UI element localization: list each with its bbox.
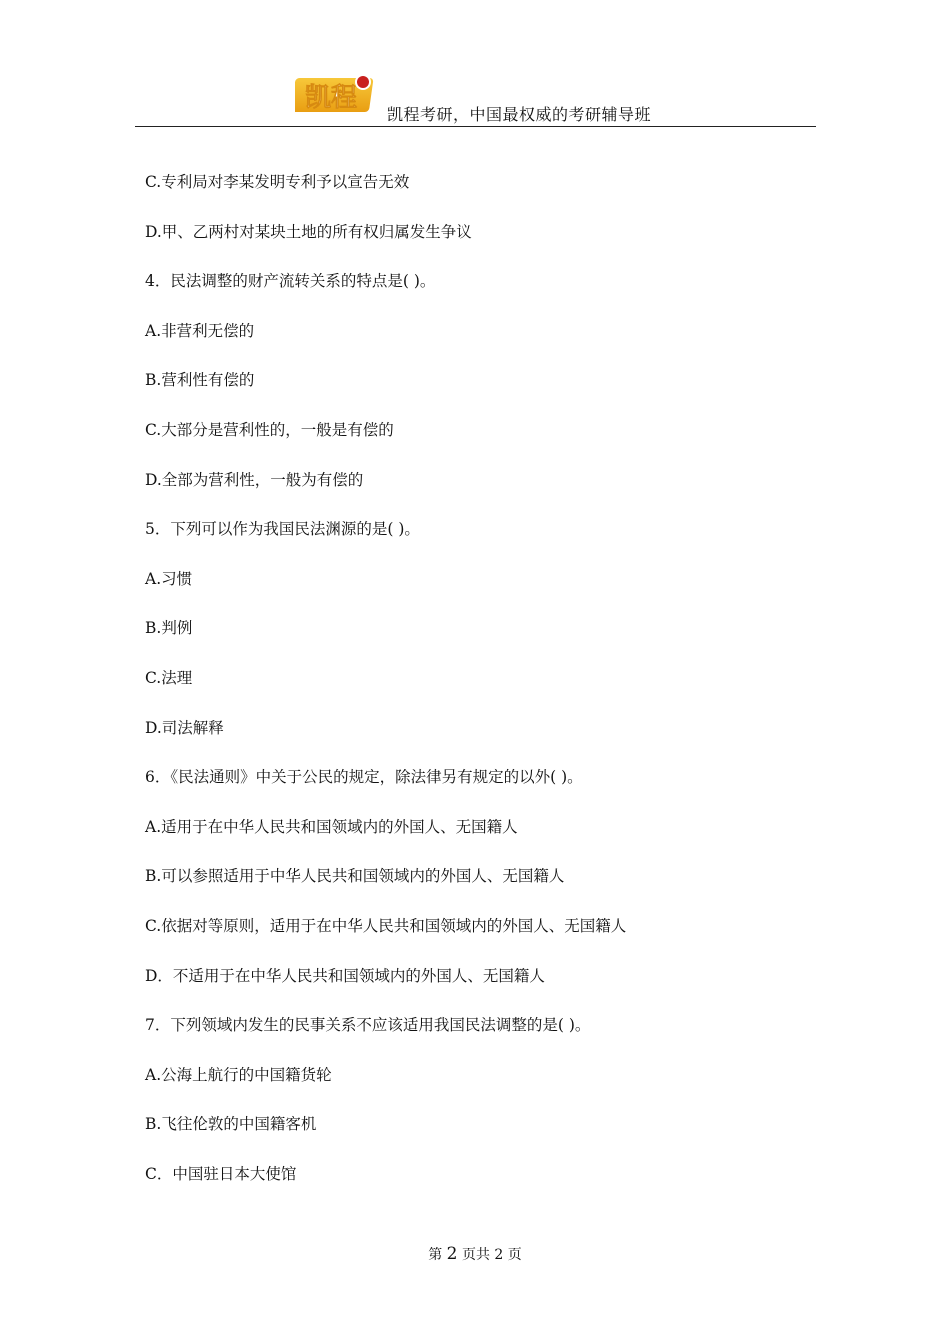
question-6: 6．《民法通则》中关于公民的规定，除法律另有规定的以外( )。 [145, 768, 583, 787]
option-line: A.公海上航行的中国籍货轮 [145, 1065, 332, 1084]
question-5: 5．下列可以作为我国民法渊源的是( )。 [145, 520, 420, 539]
option-line: B.判例 [145, 619, 193, 638]
document-body [145, 170, 825, 1211]
header-title: 凯程考研，中国最权威的考研辅导班 [387, 105, 652, 124]
option-line: B.营利性有偿的 [145, 371, 255, 390]
question-4: 4．民法调整的财产流转关系的特点是( )。 [145, 272, 436, 291]
option-line: D.全部为营利性，一般为有偿的 [145, 470, 364, 489]
footer-suffix: 页 [507, 1247, 522, 1263]
question-7: 7．下列领域内发生的民事关系不应该适用我国民法调整的是( )。 [145, 1016, 591, 1035]
page-header [135, 62, 816, 127]
option-line: B.可以参照适用于中华人民共和国领域内的外国人、无国籍人 [145, 867, 565, 886]
option-line: C.依据对等原则，适用于在中华人民共和国领域内的外国人、无国籍人 [145, 916, 627, 935]
page-footer [0, 1244, 950, 1264]
footer-prefix: 第 [428, 1247, 443, 1263]
footer-middle: 页共 [461, 1247, 490, 1263]
svg-text:凯程: 凯程 [305, 83, 358, 113]
text-line: C.专利局对李某发明专利予以宣告无效 [145, 173, 410, 191]
option-line: A.适用于在中华人民共和国领域内的外国人、无国籍人 [145, 817, 518, 836]
option-line: C.法理 [145, 668, 193, 687]
option-line: C．中国驻日本大使馆 [145, 1164, 297, 1183]
footer-total-pages: 2 [494, 1247, 504, 1263]
option-line: D．不适用于在中华人民共和国领域内的外国人、无国籍人 [145, 966, 545, 985]
option-line: A.非营利无偿的 [145, 321, 255, 340]
option-line: B.飞往伦敦的中国籍客机 [145, 1115, 317, 1134]
option-line: C.大部分是营利性的，一般是有偿的 [145, 420, 394, 439]
text-line: D.甲、乙两村对某块土地的所有权归属发生争议 [145, 222, 472, 241]
option-line: D.司法解释 [145, 718, 224, 737]
footer-current-page: 2 [446, 1244, 458, 1264]
option-line: A.习惯 [145, 569, 193, 588]
kaicheng-logo [295, 68, 381, 116]
